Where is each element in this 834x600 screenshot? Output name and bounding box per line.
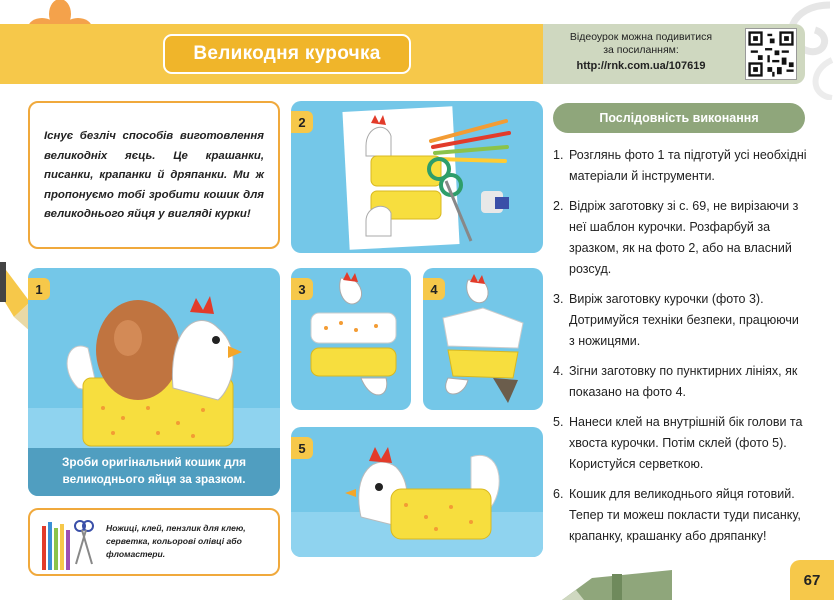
photo-number: 4 — [423, 278, 445, 300]
intro-box — [28, 101, 280, 249]
step-number: 4. — [553, 364, 564, 378]
step-number: 2. — [553, 199, 564, 213]
step-item — [553, 361, 808, 403]
step-text: Кошик для великоднього яйця готовий. Тепер ти можеш покласти туди писанку, крапанку, крашанку або дряпанку! — [569, 487, 801, 543]
step-text: Відріж заготовку зі с. 69, не вирізаючи з неї шаблон курочки. Розфарбуй за зразком, як на фото 2, або на власний розсуд. — [569, 199, 799, 276]
materials-text: Ножиці, клей, пензлик для клею, серветка, кольорові олівці або фломастери. — [106, 523, 246, 559]
green-crayon-decoration — [562, 560, 672, 600]
photo-3 — [291, 268, 411, 410]
step-text: Виріж заготовку курочки (фото 3). Дотримуйся техніки безпеки, працюючи з ножицями. — [569, 292, 799, 348]
photo-1 — [28, 268, 280, 496]
page-title: Великодня курочка — [193, 43, 381, 64]
step-item — [553, 412, 808, 475]
step-item — [553, 145, 808, 187]
step-text: Зігни заготовку по пунктирних лініях, як показано на фото 4. — [569, 364, 798, 399]
photo-5 — [291, 427, 543, 557]
page-number: 67 — [790, 560, 834, 600]
video-label-line2: за посиланням: — [603, 44, 679, 56]
photo-number: 1 — [28, 278, 50, 300]
title-box — [163, 34, 411, 74]
photo-number: 5 — [291, 437, 313, 459]
steps-header: Послідовність виконання — [553, 103, 805, 133]
step-number: 5. — [553, 415, 564, 429]
template-and-tools-illustration — [291, 101, 543, 253]
step-number: 3. — [553, 292, 564, 306]
photo-number: 2 — [291, 111, 313, 133]
step-number: 6. — [553, 487, 564, 501]
art-supplies-icon — [36, 514, 100, 572]
video-link-box — [543, 24, 805, 84]
photo-4 — [423, 268, 543, 410]
step-item — [553, 289, 808, 352]
intro-text: Існує безліч способів виготовлення великодніх яєць. Це крашанки, писанки, крапанки й дряпанки. Ми ж пропонуємо тобі зробити кошик для великоднього яйця у вигляді курки! — [44, 130, 264, 220]
video-label-line1: Відеоурок можна подивитися — [569, 31, 713, 43]
step-number: 1. — [553, 148, 564, 162]
glued-hen-basket-illustration — [291, 427, 543, 557]
step-text: Нанеси клей на внутрішній бік голови та хвоста курочки. Потім склей (фото 5). Користуйся серветкою. — [569, 415, 803, 471]
steps-list — [553, 145, 808, 556]
step-item — [553, 196, 808, 280]
materials-box — [28, 508, 280, 576]
video-url-link[interactable]: http://rnk.com.ua/107619 — [576, 60, 706, 72]
step-item — [553, 484, 808, 547]
step-text: Розглянь фото 1 та підготуй усі необхідні матеріали й інструменти. — [569, 148, 807, 183]
photo-1-caption: Зроби оригінальний кошик для великоднього яйця за зразком. — [28, 448, 280, 496]
qr-code-icon[interactable] — [745, 28, 797, 80]
photo-2 — [291, 101, 543, 253]
photo-number: 3 — [291, 278, 313, 300]
